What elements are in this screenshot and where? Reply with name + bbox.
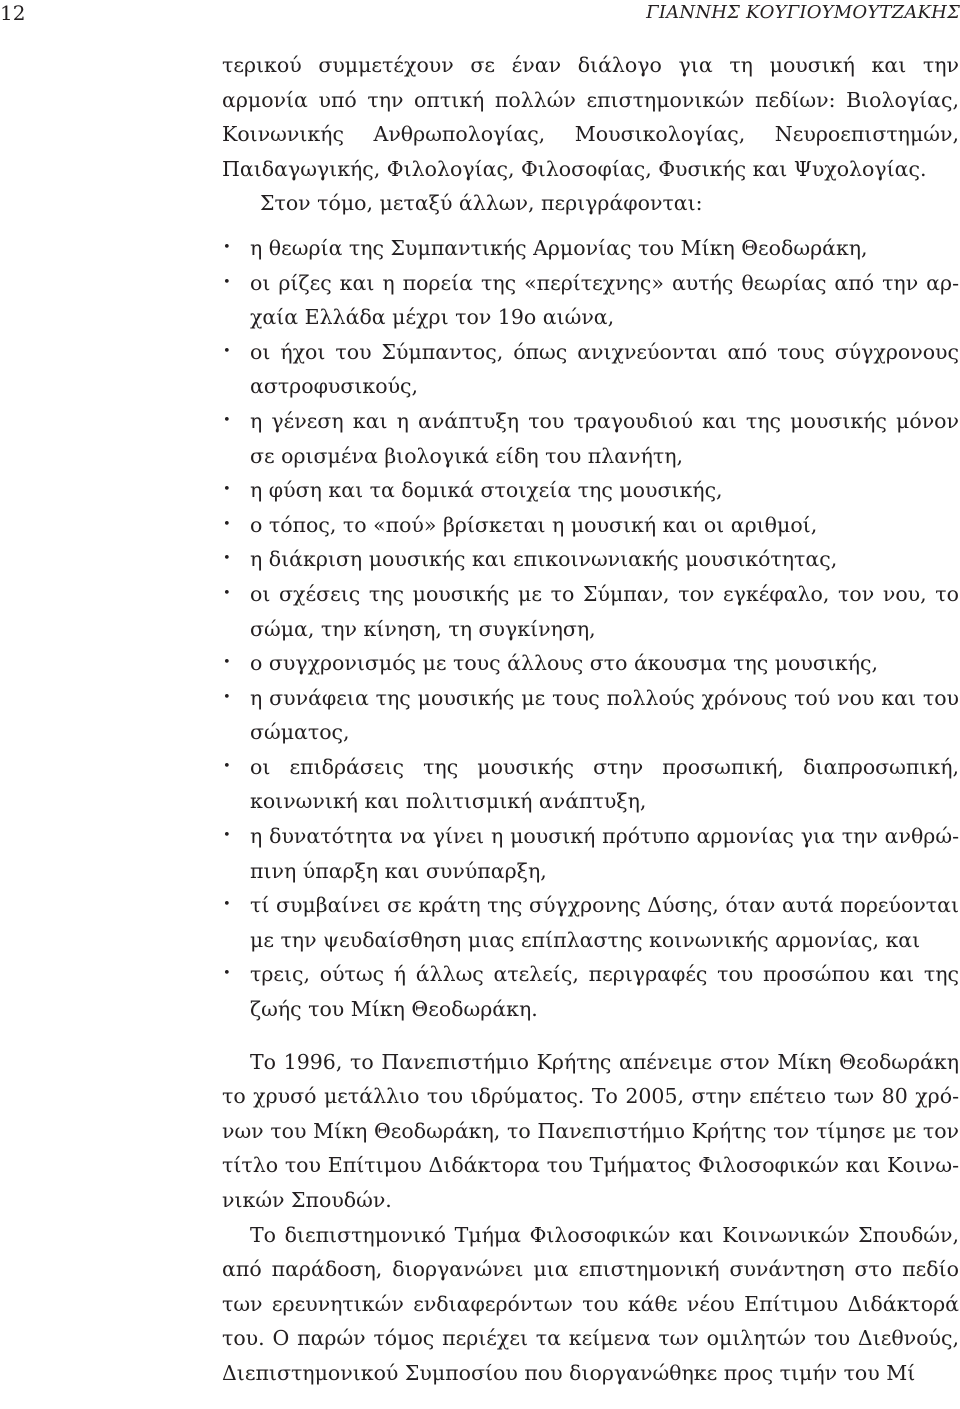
list-item <box>222 404 959 473</box>
bullet-icon: • <box>223 482 231 498</box>
list-item <box>222 819 959 888</box>
list-item <box>222 577 959 646</box>
list-item-text: η συνάφεια της μουσικής με τους πολλούς χρόνους τού νου και του σώματος, <box>250 685 959 745</box>
list-item <box>222 542 959 577</box>
list-item-text: οι ήχοι του Σύμπαντος, όπως ανιχνεύονται από τους σύγχρονους αστροφυσικούς, <box>250 339 959 399</box>
paragraph-symposium: Το διεπιστημονικό Τμήμα Φιλοσοφικών και Κοινωνικών Σπουδών, από παράδοση, διοργανώνει μια επιστημονική συνάντηση στο πεδίο των ερευνητικών ενδιαφερόντων του κάθε νέου Επίτιμου Διδάκτορά του. Ο παρών τόμος περιέχει τα κείμενα των ομιλητών του Διεθνούς, Διεπιστημονικού Συμποσίου που διοργανώθηκε προς τιμήν του Μί <box>222 1222 959 1385</box>
topic-list <box>222 231 959 1027</box>
page-number: 12 <box>0 1 26 25</box>
list-item-text: η γένεση και η ανάπτυξη του τραγουδιού και της μουσικής μόνον σε ορισμένα βιολογικά είδη του πλανήτη, <box>250 408 959 468</box>
list-item <box>222 266 959 335</box>
list-item-text: τί συμβαίνει σε κράτη της σύγχρονης Δύσης, όταν αυτά πορεύονται με την ψευδαίσθηση μιας επίπλαστης κοινωνικής αρμονίας, και <box>250 893 959 952</box>
list-item-text: οι επιδράσεις της μουσικής στην προσωπική, διαπροσωπική, κοινωνική και πολιτισμική ανάπτυξη, <box>250 754 959 814</box>
intro-lead-in: Στον τόμο, μεταξύ άλλων, περιγράφονται: <box>260 191 703 216</box>
list-item-text: ο τόπος, το «πού» βρίσκεται η μουσική και οι αριθμοί, <box>250 512 818 537</box>
bullet-icon: • <box>223 239 231 255</box>
bullet-icon: • <box>223 655 231 671</box>
list-item <box>222 231 959 266</box>
intro-text: τερικού συμμετέχουν σε έναν διάλογο για τη μουσική και την αρμονία υπό την οπτική πολλών επιστημονικών πεδίων: Βιολογίας, Κοινωνικής Ανθρωπολογίας, Μουσικολογίας, Νευροεπιστημών, Παιδαγωγικής, Φιλολογίας, Φιλοσοφίας, Φυσικής και Ψυχολογίας. <box>222 53 959 181</box>
list-item <box>222 473 959 508</box>
bullet-icon: • <box>223 585 231 601</box>
list-item-text: τρεις, ούτως ή άλλως ατελείς, περιγραφές του προσώπου και της ζωής του Μίκη Θεοδωράκη. <box>250 962 959 1022</box>
list-item <box>222 750 959 819</box>
list-item-text: οι ρίζες και η πορεία της «περίτεχνης» αυτής θεωρίας από την αρχαία Ελλάδα μέχρι τον 19ο αιώνα, <box>250 270 959 330</box>
bullet-icon: • <box>223 966 231 982</box>
bullet-icon: • <box>223 828 231 844</box>
bullet-icon: • <box>223 689 231 705</box>
bullet-icon: • <box>223 516 231 532</box>
bullet-icon: • <box>223 343 231 359</box>
list-item <box>222 681 959 750</box>
page-body <box>222 48 959 1391</box>
list-item-text: οι σχέσεις της μουσικής με το Σύμπαν, τον εγκέφαλο, τον νου, το σώμα, την κίνηση, τη συγκίνηση, <box>250 581 959 641</box>
list-item-text: η θεωρία της Συμπαντικής Αρμονίας του Μίκη Θεοδωράκη, <box>250 235 868 260</box>
list-item <box>222 888 959 957</box>
list-item-text: η διάκριση μουσικής και επικοινωνιακής μουσικότητας, <box>250 547 838 572</box>
paragraph-honors: Το 1996, το Πανεπιστήμιο Κρήτης απένειμε στον Μίκη Θεοδωράκη το χρυσό μετάλλιο του ιδρύματος. Το 2005, στην επέτειο των 80 χρόνων του Μίκη Θεοδωράκη, το Πανεπιστήμιο Κρήτης τον τίμησε με τον τίτλο του Επίτιμου Διδάκτορα του Τμήματος Φιλοσοφικών και Κοινωνικών Σπουδών. <box>222 1049 959 1212</box>
running-head: ΓΙΑΝΝΗΣ ΚΟΥΓΙΟΥΜΟΥΤΖΑΚΗΣ <box>646 2 960 23</box>
bullet-icon: • <box>223 897 231 913</box>
bullet-icon: • <box>223 758 231 774</box>
list-item-text: η δυνατότητα να γίνει η μουσική πρότυπο αρμονίας για την ανθρώπινη ύπαρξη και συνύπαρξη, <box>250 824 959 883</box>
list-item <box>222 646 959 681</box>
list-item <box>222 957 959 1026</box>
list-item-text: η φύση και τα δομικά στοιχεία της μουσικής, <box>250 478 723 503</box>
intro-paragraph <box>222 48 959 221</box>
list-item-text: ο συγχρονισμός με τους άλλους στο άκουσμα της μουσικής, <box>250 651 878 676</box>
list-item <box>222 335 959 404</box>
bullet-icon: • <box>223 551 231 567</box>
bullet-icon: • <box>223 412 231 428</box>
list-item <box>222 508 959 543</box>
bullet-icon: • <box>223 274 231 290</box>
